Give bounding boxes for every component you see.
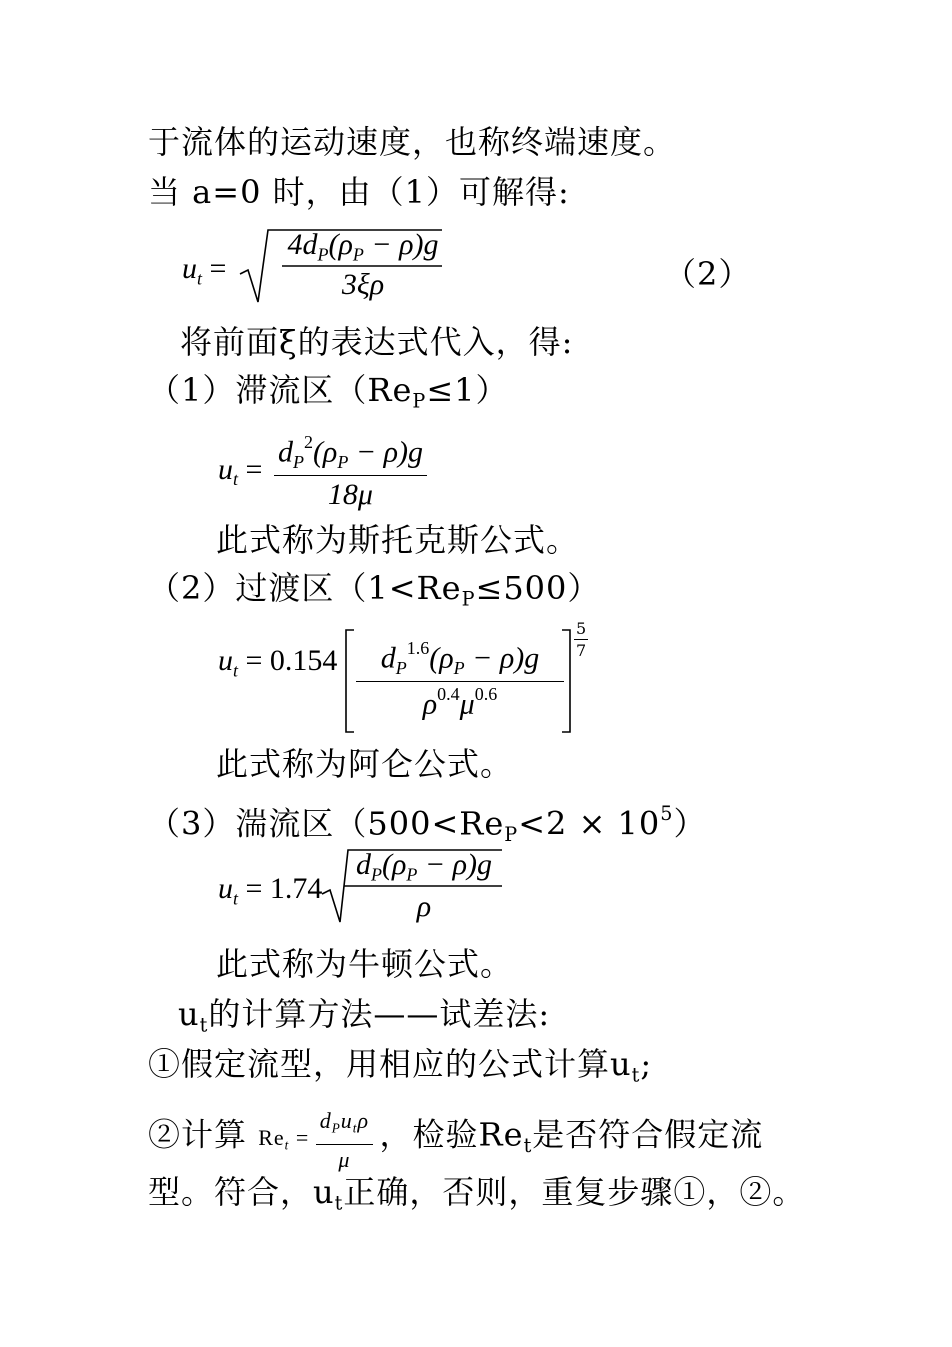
text-line-solve: 当 a=0 时，由（1）可解得: [148,173,570,211]
equation-number-2: （2） [664,255,752,293]
section-transition-heading: （2）过渡区$(1<Re_P\le 500)$ [148,569,601,611]
formula-stokes: $u_t$ = $\frac{d_P^2(\rho_P - \rho)g}{18\mu}$ [218,432,427,512]
step-1: ①假定流型，用相应的公式计算$u_t$; [148,1045,653,1087]
step-3: 型。符合，$u_t$正确，否则，重复步骤①，②。 [148,1173,806,1215]
formula-2-numerator: $4d_P(\rho_P - \rho)g$ [287,228,439,265]
formula-2-denominator: 3ξρ [341,268,385,301]
step-2: ②计算 $Re_t$ = $\frac{d_Pu_t\rho}{\mu}$ ，检验$Re_t$是否符合假定流 [148,1108,764,1172]
trial-method-heading: $u_t$的计算方法——试差法: [178,995,551,1037]
formula-allen: $u_t = 0.154$ [218,644,338,681]
text-line-substitute: 将前面ξ的表达式代入，得: [180,323,574,361]
note-newton: 此式称为牛顿公式。 [216,945,514,983]
note-allen: 此式称为阿仑公式。 [216,745,514,783]
text-line-terminal-velocity: 于流体的运动速度，也称终端速度。 [148,123,677,161]
formula-2-lhs: $u_t$ = [182,252,227,289]
note-stokes: 此式称为斯托克斯公式。 [216,521,580,559]
formula-allen-fraction: $\frac{d_P^{1.6}(\rho_P - \rho)g}{\rho^{0.4}\mu^{0.6}}$ [356,638,564,721]
section-turbulent-heading: （3）湍流区$(500<Re_P<2 \times 10^5)$ [148,802,707,847]
formula-newton-lhs: $u_t = 1.74$ [218,872,323,909]
formula-newton-numerator: $d_P(\rho_P - \rho)g$ [355,848,493,885]
formula-newton-denominator: ρ [416,890,432,923]
section-laminar-heading: （1）滞流区$(Re_P\le 1)$ [148,371,509,413]
reynolds-formula: $Re_t$ = $\frac{d_Pu_t\rho}{\mu}$ [258,1125,379,1150]
formula-allen-exponent: $\frac{5}{7}$ [576,619,587,660]
